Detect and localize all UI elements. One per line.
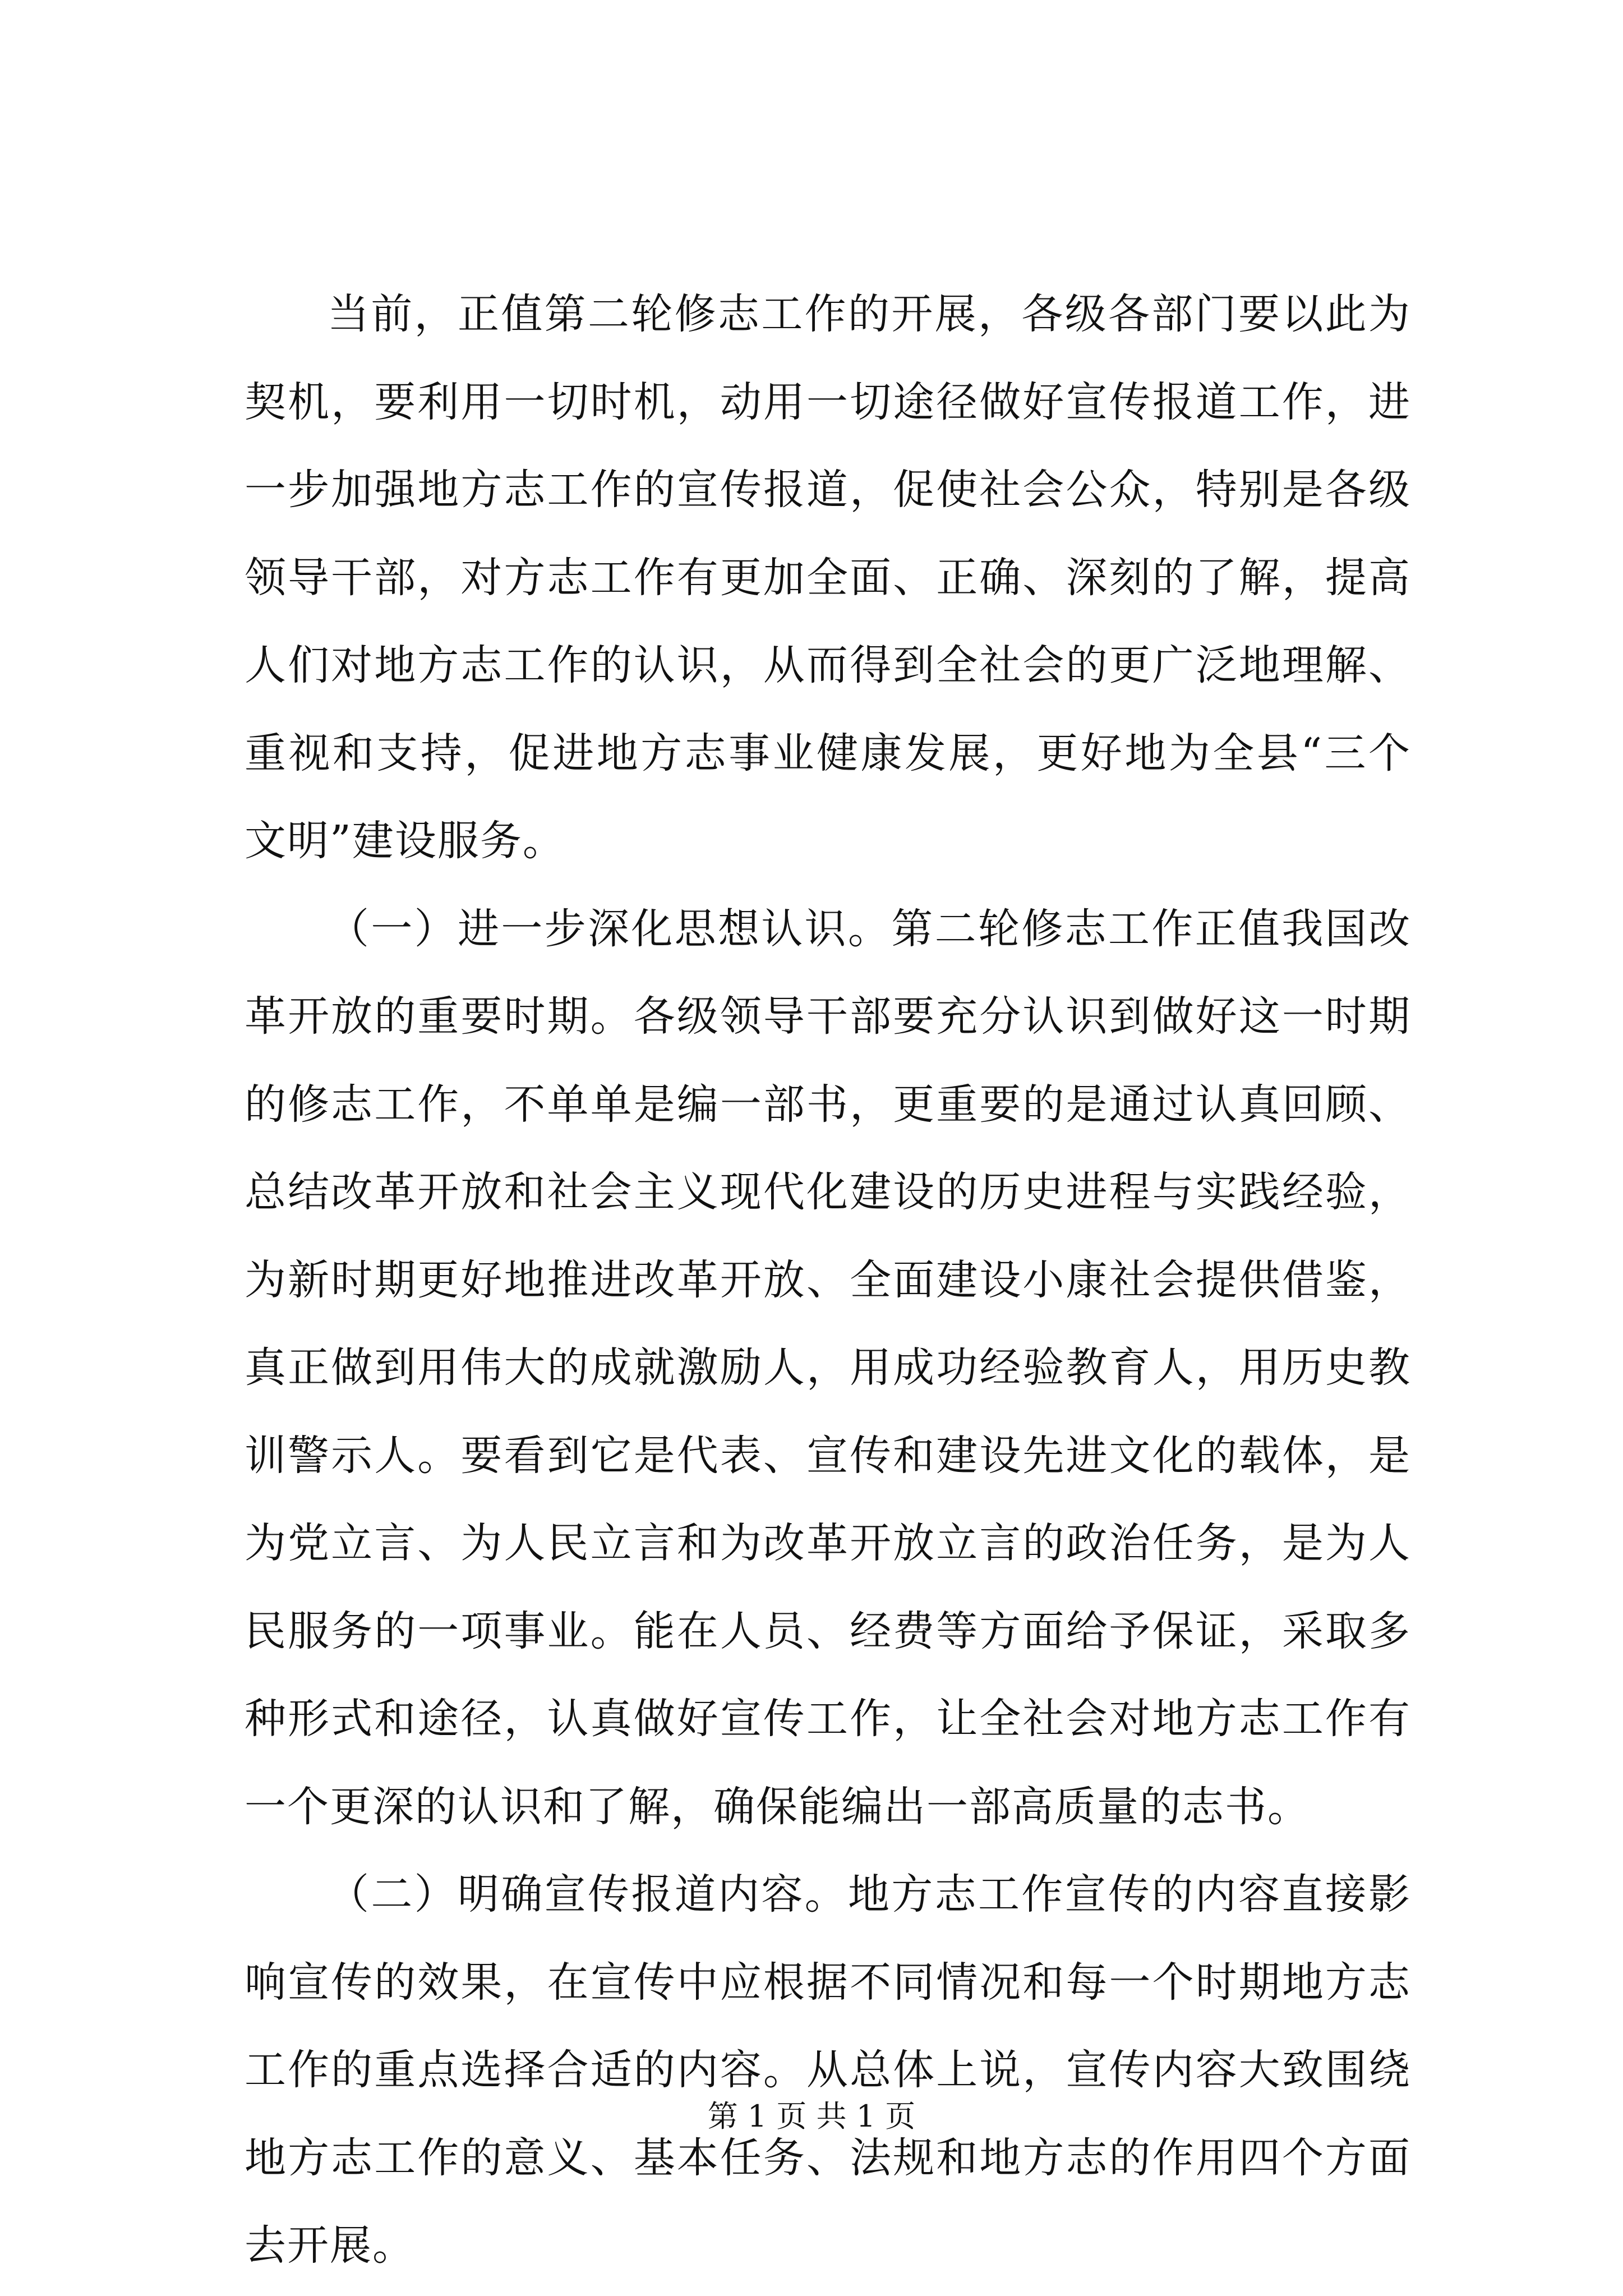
page-footer: 第 1 页 共 1 页 — [707, 2099, 916, 2134]
document-body — [245, 270, 1411, 2290]
paragraph-section-1: （一）进一步深化思想认识。第二轮修志工作正值我国改革开放的重要时期。各级领导干部要充分认识到做好这一时期的修志工作，不单单是编一部书，更重要的是通过认真回顾、总结改革开放和社会主义现代化建设的历史进程与实践经验，为新时期更好地推进改革开放、全面建设小康社会提供借鉴，真正做到用伟大的成就激励人，用成功经验教育人，用历史教训警示人。要看到它是代表、宣传和建设先进文化的载体，是为党立言、为人民立言和为改革开放立言的政治任务，是为人民服务的一项事业。能在人员、经费等方面给予保证，采取多种形式和途径，认真做好宣传工作，让全社会对地方志工作有一个更深的认识和了解，确保能编出一部高质量的志书。 — [245, 904, 1411, 1831]
paragraph-section-2: （二）明确宣传报道内容。地方志工作宣传的内容直接影响宣传的效果，在宣传中应根据不同情况和每一个时期地方志工作的重点选择合适的内容。从总体上说，宣传内容大致围绕地方志工作的意义、基本任务、法规和地方志的作用四个方面去开展。 — [245, 1870, 1411, 2270]
paragraph-intro: 当前，正值第二轮修志工作的开展，各级各部门要以此为契机，要利用一切时机，动用一切途径做好宣传报道工作，进一步加强地方志工作的宣传报道，促使社会公众，特别是各级领导干部，对方志工作有更加全面、正确、深刻的了解，提高人们对地方志工作的认识，从而得到全社会的更广泛地理解、重视和支持，促进地方志事业健康发展，更好地为全县“三个文明”建设服务。 — [245, 290, 1411, 865]
